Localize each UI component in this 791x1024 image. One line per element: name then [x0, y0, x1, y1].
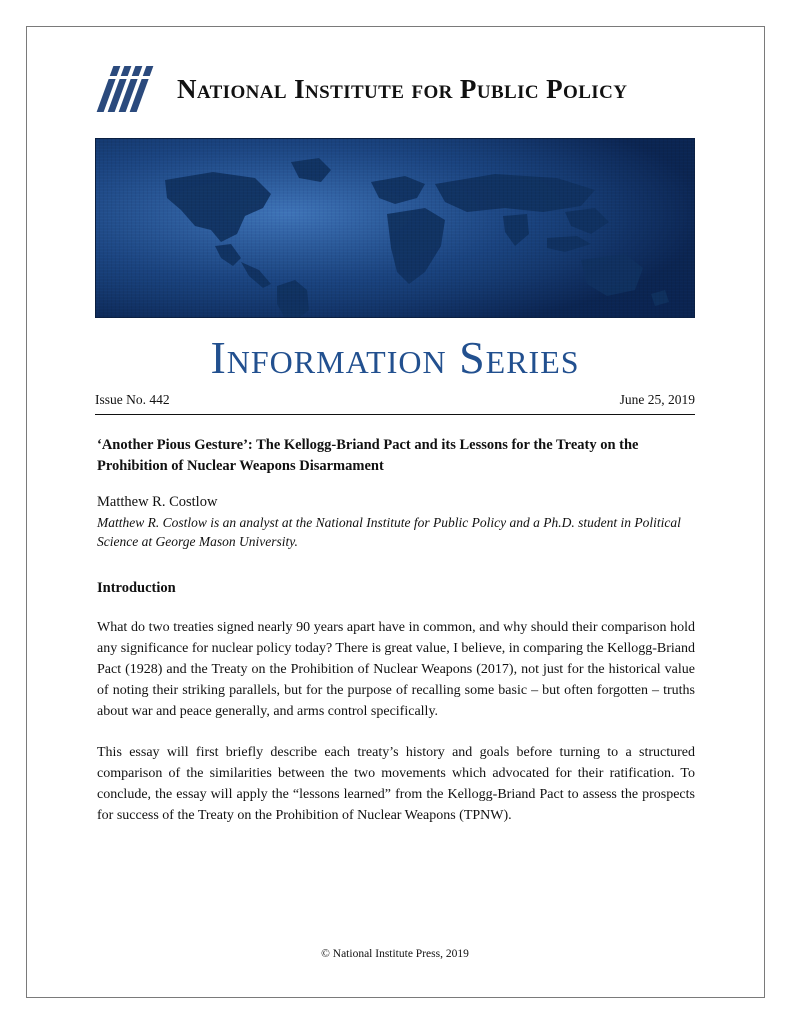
chevron-bars-logo-icon	[103, 66, 159, 112]
masthead	[103, 58, 695, 120]
issue-number: Issue No. 442	[95, 392, 170, 408]
author-name: Matthew R. Costlow	[97, 494, 218, 511]
body-paragraph: This essay will first briefly describe each treaty’s history and goals before turning to a structured comparison of the similarities between the two movements which advocated for their ratification. To conclude, the essay will apply the “lessons learned” from the Kellogg-Briand Pact to assess the prospects for success of the Treaty on the Prohibition of Nuclear Weapons (TPNW).	[97, 745, 695, 824]
section-heading-introduction: Introduction	[97, 580, 176, 597]
issue-date: June 25, 2019	[619, 392, 695, 408]
copyright-notice: © National Institute Press, 2019	[321, 948, 469, 960]
author-bio: Matthew R. Costlow is an analyst at the National Institute for Public Policy and a Ph.D. student in Political Science at George Mason University.	[97, 515, 681, 550]
world-map-banner-image	[95, 138, 695, 318]
body-paragraph: What do two treaties signed nearly 90 years apart have in common, and why should their comparison hold any significance for nuclear policy today? There is great value, I believe, in comparing the Kellogg-Briand Pact (1928) and the Treaty on the Prohibition of Nuclear Weapons (2017), not just for the historical value of noting their striking parallels, but for the purpose of recalling some basic – but often forgotten – truths about war and peace generally, and arms control specifically.	[97, 620, 696, 720]
organization-name: National Institute for Public Policy	[177, 73, 628, 104]
header-divider	[95, 414, 695, 415]
series-title: Information Series	[210, 332, 580, 383]
banner-texture	[95, 138, 695, 318]
article-title: ‘Another Pious Gesture’: The Kellogg-Briand Pact and its Lessons for the Treaty on the Prohibition of Nuclear Weapons Disarmament	[97, 437, 639, 474]
issue-row	[95, 392, 695, 408]
page-content	[95, 58, 695, 826]
footer	[95, 944, 695, 960]
